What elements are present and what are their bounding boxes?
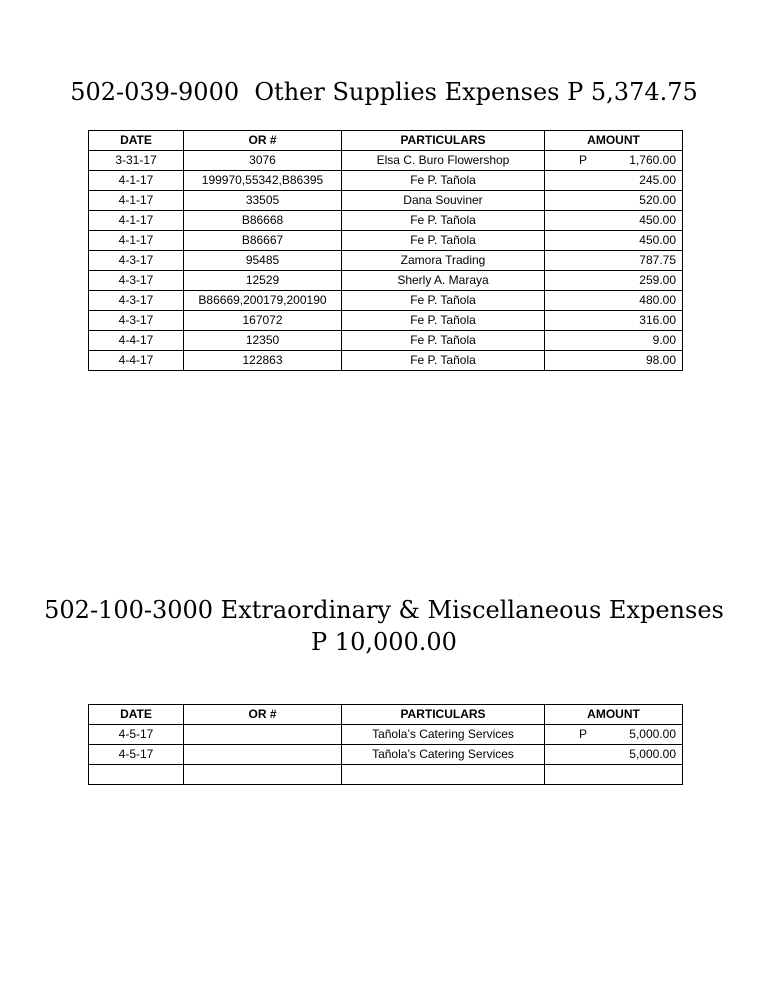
amount-value: 520.00	[639, 193, 676, 207]
date-cell: 4-3-17	[89, 271, 184, 291]
amount-cell	[545, 311, 683, 331]
table-row	[89, 311, 683, 331]
date-cell: 4-1-17	[89, 191, 184, 211]
amount-value: 9.00	[652, 333, 676, 347]
date-cell: 4-1-17	[89, 231, 184, 251]
particulars-cell: Fe P. Tañola	[342, 311, 545, 331]
table-body	[89, 151, 683, 371]
particulars-cell: Sherly A. Maraya	[342, 271, 545, 291]
currency-symbol: P	[579, 727, 588, 741]
date-cell: 4-5-17	[89, 725, 184, 745]
particulars-cell: Fe P. Tañola	[342, 291, 545, 311]
table-header-row	[89, 131, 683, 151]
table-row	[89, 765, 683, 785]
date-cell: 4-4-17	[89, 351, 184, 371]
amount-cell	[545, 765, 683, 785]
or-number-cell: 3076	[184, 151, 342, 171]
table-row	[89, 745, 683, 765]
or-number-cell	[184, 745, 342, 765]
amount-cell	[545, 331, 683, 351]
amount-value: 1,760.00	[629, 153, 676, 167]
column-header-particulars: PARTICULARS	[342, 131, 545, 151]
or-number-cell: 33505	[184, 191, 342, 211]
or-number-cell: 122863	[184, 351, 342, 371]
particulars-cell: Fe P. Tañola	[342, 231, 545, 251]
table-row	[89, 351, 683, 371]
or-number-cell: 95485	[184, 251, 342, 271]
column-header-date: DATE	[89, 705, 184, 725]
date-cell: 4-3-17	[89, 291, 184, 311]
amount-cell	[545, 211, 683, 231]
date-cell: 4-5-17	[89, 745, 184, 765]
table-row	[89, 191, 683, 211]
or-number-cell: 167072	[184, 311, 342, 331]
table-row	[89, 151, 683, 171]
currency-symbol: P	[579, 153, 588, 167]
extraordinary-expenses-table	[88, 704, 683, 785]
column-header-or: OR #	[184, 705, 342, 725]
or-number-cell	[184, 725, 342, 745]
table-row	[89, 211, 683, 231]
particulars-cell: Tañola’s Catering Services	[342, 725, 545, 745]
amount-cell	[545, 191, 683, 211]
table-row	[89, 331, 683, 351]
particulars-cell: Fe P. Tañola	[342, 331, 545, 351]
or-number-cell: B86669,200179,200190	[184, 291, 342, 311]
column-header-date: DATE	[89, 131, 184, 151]
particulars-cell: Fe P. Tañola	[342, 171, 545, 191]
date-cell: 4-3-17	[89, 251, 184, 271]
or-number-cell: 199970,55342,B86395	[184, 171, 342, 191]
table-header-row	[89, 705, 683, 725]
amount-value: 316.00	[639, 313, 676, 327]
amount-cell	[545, 291, 683, 311]
table-row	[89, 251, 683, 271]
table-body	[89, 725, 683, 785]
section-title-other-supplies: 502-039-9000 Other Supplies Expenses P 5,374.75	[70, 78, 698, 106]
particulars-cell: Fe P. Tañola	[342, 351, 545, 371]
amount-cell	[545, 251, 683, 271]
amount-value: 5,000.00	[629, 747, 676, 761]
amount-cell	[545, 151, 683, 171]
particulars-cell: Elsa C. Buro Flowershop	[342, 151, 545, 171]
amount-value: 450.00	[639, 233, 676, 247]
amount-cell	[545, 271, 683, 291]
amount-value: 98.00	[645, 353, 676, 367]
amount-cell	[545, 725, 683, 745]
or-number-cell: 12529	[184, 271, 342, 291]
date-cell: 4-1-17	[89, 211, 184, 231]
particulars-cell: Fe P. Tañola	[342, 211, 545, 231]
date-cell: 4-1-17	[89, 171, 184, 191]
column-header-amount: AMOUNT	[545, 705, 683, 725]
column-header-amount: AMOUNT	[545, 131, 683, 151]
date-cell: 3-31-17	[89, 151, 184, 171]
column-header-or: OR #	[184, 131, 342, 151]
amount-value: 259.00	[639, 273, 676, 287]
section-title-extraordinary: 502-100-3000 Extraordinary & Miscellaneous Expenses	[44, 596, 724, 624]
date-cell: 4-3-17	[89, 311, 184, 331]
section-title-extraordinary-total: P 10,000.00	[311, 628, 457, 656]
amount-value: 480.00	[639, 293, 676, 307]
amount-cell	[545, 231, 683, 251]
amount-value: 5,000.00	[629, 727, 676, 741]
or-number-cell	[184, 765, 342, 785]
particulars-cell: Dana Souviner	[342, 191, 545, 211]
column-header-particulars: PARTICULARS	[342, 705, 545, 725]
particulars-cell: Tañola’s Catering Services	[342, 745, 545, 765]
table-row	[89, 725, 683, 745]
amount-value: 450.00	[639, 213, 676, 227]
amount-value: 245.00	[639, 173, 676, 187]
particulars-cell: Zamora Trading	[342, 251, 545, 271]
amount-value: 787.75	[639, 253, 676, 267]
amount-cell	[545, 745, 683, 765]
amount-cell	[545, 351, 683, 371]
date-cell	[89, 765, 184, 785]
particulars-cell	[342, 765, 545, 785]
table-row	[89, 291, 683, 311]
table-row	[89, 231, 683, 251]
other-supplies-table	[88, 130, 683, 371]
date-cell: 4-4-17	[89, 331, 184, 351]
or-number-cell: B86668	[184, 211, 342, 231]
or-number-cell: B86667	[184, 231, 342, 251]
table-row	[89, 171, 683, 191]
table-row	[89, 271, 683, 291]
or-number-cell: 12350	[184, 331, 342, 351]
amount-cell	[545, 171, 683, 191]
